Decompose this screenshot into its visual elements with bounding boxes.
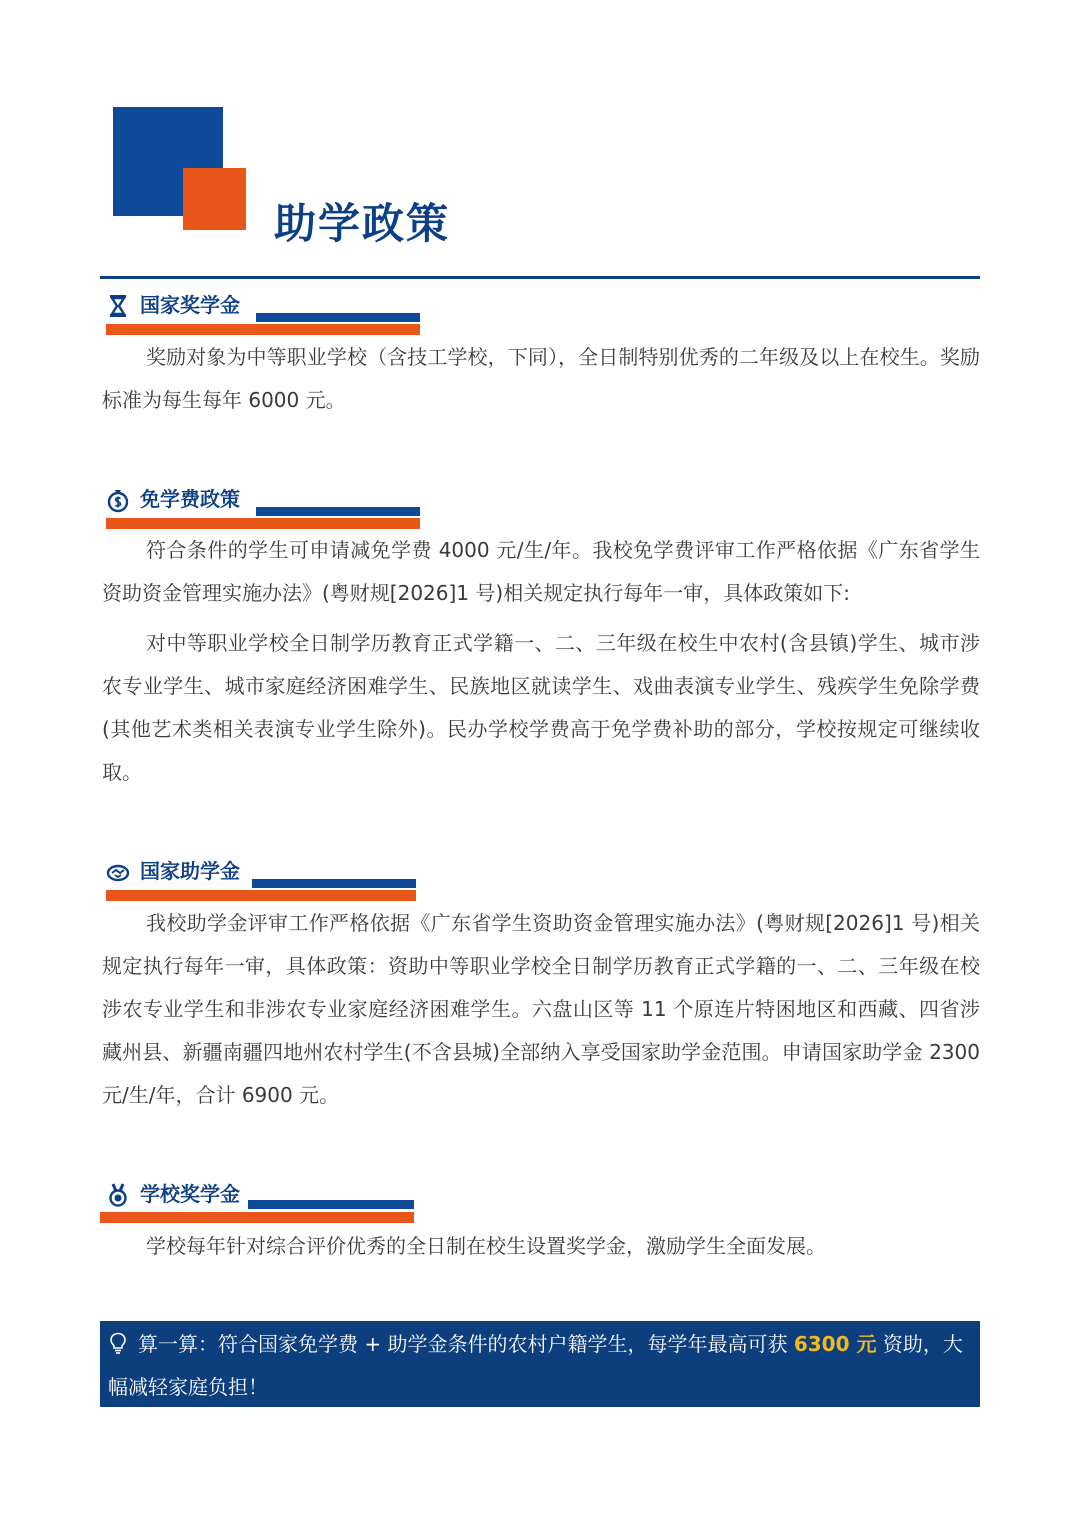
section-title: 学校奖学金	[140, 1180, 244, 1208]
paragraph: 我校助学金评审工作严格依据《广东省学生资助资金管理实施办法》(粤财规[2026]1 号)相关规定执行每年一审，具体政策：资助中等职业学校全日制学历教育正式学籍的一、二、三年级在校涉农专业学生和非涉农专业家庭经济困难学生。六盘山区等 11 个原连片特困地区和西藏、四省涉藏州县、新疆南疆四地州农村学生(不含县城)全部纳入享受国家助学金范围。申请国家助学金 2300 元/生/年，合计 6900 元。	[102, 911, 980, 1107]
header-bar-blue	[248, 1200, 414, 1209]
calculation-text	[108, 1323, 972, 1409]
calculation-callout	[100, 1321, 980, 1407]
title-decoration-orange-square	[183, 168, 246, 230]
section-title: 国家助学金	[140, 857, 244, 885]
calculation-text-before: 算一算：符合国家免学费 + 助学金条件的农村户籍学生，每学年最高可获	[138, 1332, 794, 1356]
calculation-text-after: 资助，大幅减轻家庭负担！	[108, 1332, 963, 1399]
hourglass-icon	[106, 293, 130, 319]
paragraph: 对中等职业学校全日制学历教育正式学籍一、二、三年级在校生中农村(含县镇)学生、城市涉农专业学生、城市家庭经济困难学生、民族地区就读学生、戏曲表演专业学生、残疾学生免除学费(其他艺术类相关表演专业学生除外)。民办学校学费高于免学费补助的部分，学校按规定可继续收取。	[102, 631, 980, 784]
header-bar-orange	[106, 518, 420, 529]
title-divider	[100, 276, 980, 279]
medal-icon	[106, 1182, 130, 1208]
paragraph: 奖励对象为中等职业学校（含技工学校，下同），全日制特别优秀的二年级及以上在校生。奖励标准为每生每年 6000 元。	[102, 345, 980, 412]
section-header-school-scholarship	[102, 1182, 432, 1224]
paragraph: 符合条件的学生可申请减免学费 4000 元/生/年。我校免学费评审工作严格依据《广东省学生资助资金管理实施办法》(粤财规[2026]1 号)相关规定执行每年一审，具体政策如下:	[102, 538, 980, 605]
header-bar-blue	[252, 879, 416, 888]
header-bar-orange	[106, 324, 420, 335]
header-bar-orange	[106, 890, 416, 901]
section-header-tuition-waiver	[102, 487, 432, 529]
header-bar-blue	[256, 313, 420, 322]
section-title: 国家奖学金	[140, 291, 244, 319]
money-bag-icon	[106, 487, 130, 513]
header-bar-orange	[100, 1212, 414, 1223]
section-header-national-scholarship	[102, 293, 432, 335]
highlight-amount: 6300 元	[793, 1332, 877, 1356]
paragraph: 学校每年针对综合评价优秀的全日制在校生设置奖学金，激励学生全面发展。	[146, 1234, 826, 1258]
lightbulb-icon	[108, 1332, 128, 1354]
section-title: 免学费政策	[140, 485, 244, 513]
header-bar-blue	[256, 507, 420, 516]
handshake-icon	[106, 859, 130, 885]
section-header-national-grant	[102, 859, 432, 901]
page-title: 助学政策	[274, 199, 451, 248]
